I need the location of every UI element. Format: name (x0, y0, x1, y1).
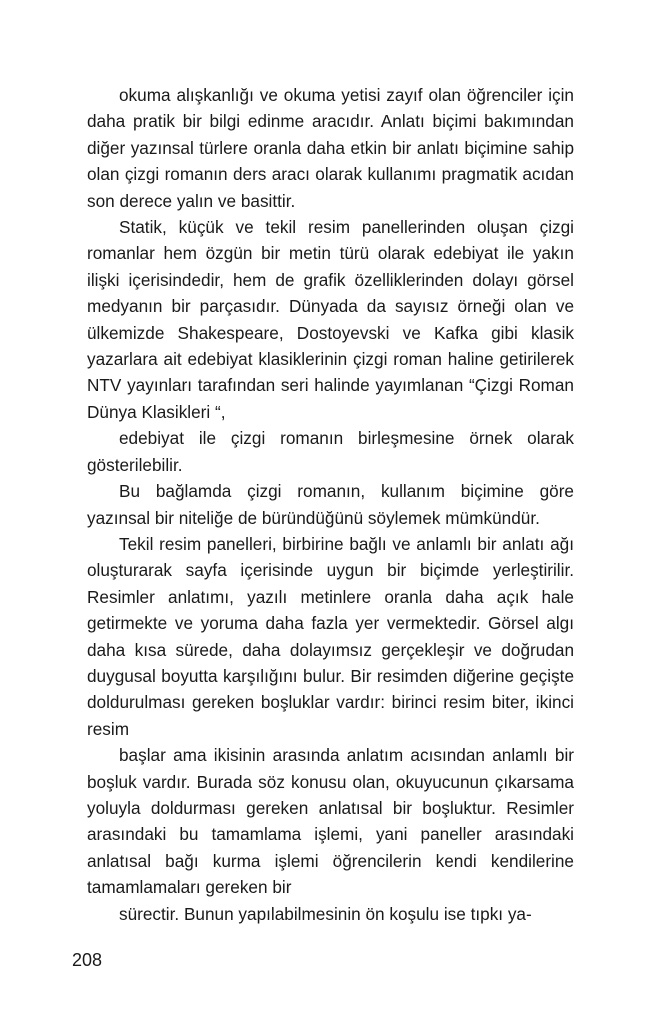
paragraph: Statik, küçük ve tekil resim panellerinden oluşan çizgi romanlar hem özgün bir metin türü olarak edebiyat ile yakın ilişki içerisindedir, hem de grafik özelliklerinden dolayı görsel medyanın bir parçasıdır. Dünyada da sayısız örneği olan ve ülkemizde Shakespeare, Dostoyevski ve Kafka gibi klasik yazarlara ait edebiyat klasiklerinin çizgi roman haline getirilerek NTV yayınları tarafından seri halinde yayımlanan “Çizgi Roman Dünya Klasikleri “, (87, 217, 574, 422)
paragraph: Bu bağlamda çizgi romanın, kullanım biçimine göre yazınsal bir niteliğe de büründüğünü söylemek mümkündür. (87, 481, 574, 528)
paragraph: Tekil resim panelleri, birbirine bağlı ve anlamlı bir anlatı ağı oluşturarak sayfa içerisinde uygun bir biçimde yerleştirilir. Resimler anlatımı, yazılı metinlere oranla daha açık hale getirmekte ve yoruma daha fazla yer vermektedir. Görsel algı daha kısa sürede, daha dolayımsız gerçekleşir ve doğrudan duygusal boyutta karşılığını bulur. Bir resimden diğerine geçişte doldurulması gereken boşluklar vardır: birinci resim biter, ikinci resim (87, 533, 574, 739)
page-number: 208 (72, 950, 103, 970)
paragraph: sürectir. Bunun yapılabilmesinin ön koşulu ise tıpkı ya- (119, 903, 532, 924)
paragraph: başlar ama ikisinin arasında anlatım acısından anlamlı bir boşluk vardır. Burada söz konusu olan, okuyucunun çıkarsama yoluyla doldurması gereken anlatısal bir boşluktur. Resimler arasındaki bu tamamlama işlemi, yani paneller arasındaki anlatısal bağı kurma işlemi öğrencilerin kendi kendilerine tamamlamaları gereken bir (87, 745, 574, 898)
paragraph: edebiyat ile çizgi romanın birleşmesine örnek olarak gösterilebilir. (87, 428, 574, 475)
body-text (87, 82, 574, 927)
paragraph: okuma alışkanlığı ve okuma yetisi zayıf olan öğrenciler için daha pratik bir bilgi edinme aracıdır. Anlatı biçimi bakımından diğer yazınsal türlere oranla daha etkin bir anlatı biçimine sahip olan çizgi romanın ders aracı olarak kullanımı pragmatik acıdan son derece yalın ve basittir. (87, 85, 574, 211)
